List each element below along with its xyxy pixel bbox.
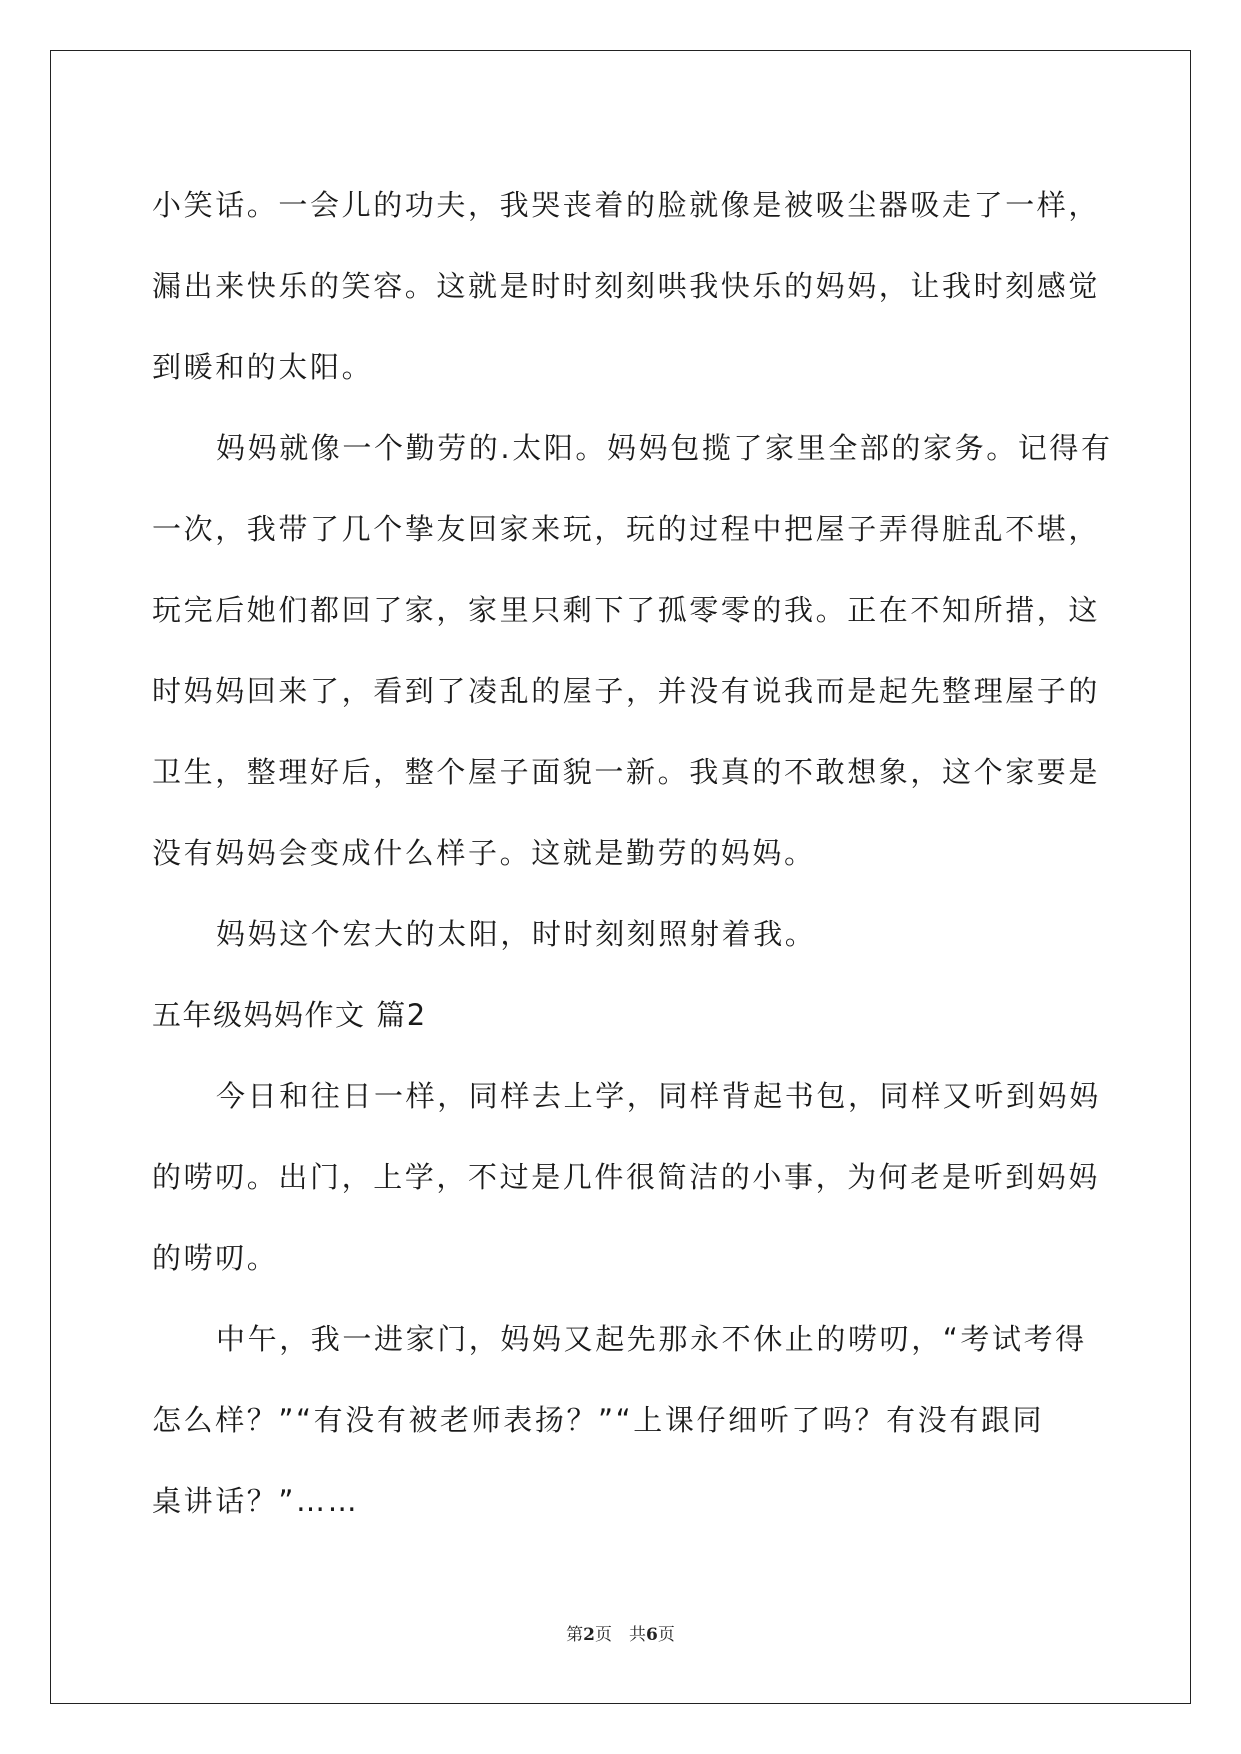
text-line: 一次，我带了几个挚友回家来玩，玩的过程中把屋子弄得脏乱不堪， xyxy=(152,512,1101,546)
footer-mid: 页 共 xyxy=(595,1625,646,1645)
footer-prefix: 第 xyxy=(566,1625,584,1645)
text-line: 中午，我一进家门，妈妈又起先那永不休止的唠叨，“考试考得 xyxy=(216,1322,1087,1356)
section-heading: 五年级妈妈作文 篇2 xyxy=(152,998,427,1032)
text-line: 的唠叨。 xyxy=(152,1241,279,1275)
page-footer xyxy=(0,1620,1241,1645)
text-line: 没有妈妈会变成什么样子。这就是勤劳的妈妈。 xyxy=(152,836,816,870)
text-line: 漏出来快乐的笑容。这就是时时刻刻哄我快乐的妈妈，让我时刻感觉 xyxy=(152,269,1101,303)
text-line: 今日和往日一样，同样去上学，同样背起书包，同样又听到妈妈 xyxy=(216,1079,1101,1113)
text-line: 玩完后她们都回了家，家里只剩下了孤零零的我。正在不知所措，这 xyxy=(152,593,1101,627)
current-page-number: 2 xyxy=(583,1625,595,1645)
text-line: 时妈妈回来了，看到了凌乱的屋子，并没有说我而是起先整理屋子的 xyxy=(152,674,1101,708)
footer-suffix: 页 xyxy=(657,1625,675,1645)
text-line: 妈妈就像一个勤劳的.太阳。妈妈包揽了家里全部的家务。记得有 xyxy=(216,431,1113,465)
text-line: 卫生，整理好后，整个屋子面貌一新。我真的不敢想象，这个家要是 xyxy=(152,755,1101,789)
text-line: 到暖和的太阳。 xyxy=(152,350,374,384)
text-line: 桌讲话？”…… xyxy=(152,1484,360,1518)
text-line: 的唠叨。出门，上学，不过是几件很简洁的小事，为何老是听到妈妈 xyxy=(152,1160,1101,1194)
text-line: 小笑话。一会儿的功夫，我哭丧着的脸就像是被吸尘器吸走了一样， xyxy=(152,188,1101,222)
text-line: 妈妈这个宏大的太阳，时时刻刻照射着我。 xyxy=(216,917,817,951)
document-body xyxy=(152,165,1113,1542)
text-line: 怎么样？”“有没有被老师表扬？”“上课仔细听了吗？有没有跟同 xyxy=(152,1403,1045,1437)
total-page-number: 6 xyxy=(646,1625,658,1645)
